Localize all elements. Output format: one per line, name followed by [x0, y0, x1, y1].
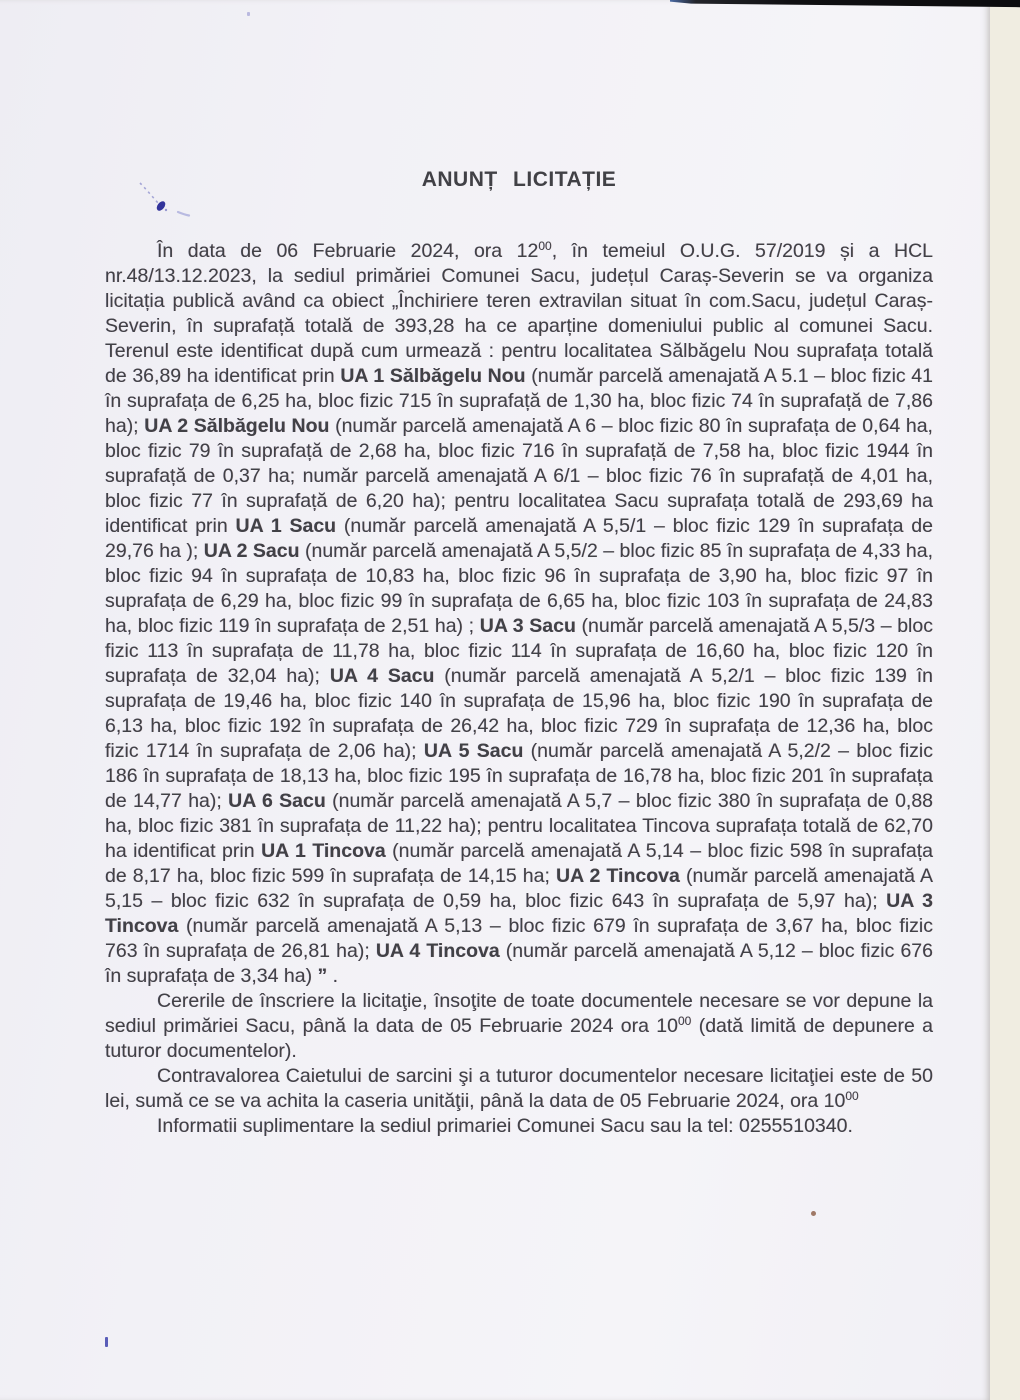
ink-mark-bottom [105, 1337, 108, 1347]
document-body [105, 239, 933, 1139]
paragraph-contact-info: Informatii suplimentare la sediul primariei Comunei Sacu sau la tel: 0255510340. [157, 1115, 853, 1137]
document-title: ANUNȚ LICITAȚIE [421, 168, 617, 191]
paragraph-auction-details: În data de 06 Februarie 2024, ora $12^{00}$, în temeiul O.U.G. 57/2019 și a HCL nr.48/13.12.2023, la sediul primăriei Comunei Sacu, județul Caraș-Severin se va organiza licitația publică având ca obiect „Închiriere teren extravilan situat în com.Sacu, județul Caraș-Severin, în suprafață totală de 393,28 ha ce aparține domeniului public al comunei Sacu. Terenul este identificat după cum urmează : pentru localitatea Sălbăgelu Nou suprafața totală de 36,89 ha identificat prin UA 1 Sălbăgelu Nou (număr parcelă amenajată A 5.1 – bloc fizic 41 în suprafața de 6,25 ha, bloc fizic 715 în suprafață de 1,30 ha, bloc fizic 74 în suprafață de 7,86 ha); UA 2 Sălbăgelu Nou (număr parcelă amenajată A 6 – bloc fizic 80 în suprafața de 0,64 ha, bloc fizic 79 în suprafață de 2,68 ha, bloc fizic 716 în suprafață de 7,58 ha, bloc fizic 1944 în suprafață de 0,37 ha; număr parcelă amenajată A 6/1 – bloc fizic 76 în suprafață de 4,01 ha, bloc fizic 77 în suprafață de 6,20 ha); pentru localitatea Sacu suprafața totală de 293,69 ha identificat prin UA 1 Sacu (număr parcelă amenajată A 5,5/1 – bloc fizic 129 în suprafața de 29,76 ha ); UA 2 Sacu (număr parcelă amenajată A 5,5/2 – bloc fizic 85 în suprafața de 4,33 ha, bloc fizic 94 în suprafața de 10,83 ha, bloc fizic 96 în suprafața de 3,90 ha, bloc fizic 97 în suprafața de 6,29 ha, bloc fizic 99 în suprafața de 6,65 ha, bloc fizic 103 în suprafața de 24,83 ha, bloc fizic 119 în suprafața de 2,51 ha) ; UA 3 Sacu (număr parcelă amenajată A 5,5/3 – bloc fizic 113 în suprafața de 11,78 ha, bloc fizic 114 în suprafața de 16,60 ha, bloc fizic 120 în suprafața de 32,04 ha); UA 4 Sacu (număr parcelă amenajată A 5,2/1 – bloc fizic 139 în suprafața de 19,46 ha, bloc fizic 140 în suprafața de 15,96 ha, bloc fizic 190 în suprafața de 6,13 ha, bloc fizic 192 în suprafața de 26,42 ha, bloc fizic 729 în suprafața de 12,36 ha, bloc fizic 1714 în suprafața de 2,06 ha); UA 5 Sacu (număr parcelă amenajată A 5,2/2 – bloc fizic 186 în suprafața de 18,13 ha, bloc fizic 195 în suprafața de 16,78 ha, bloc fizic 201 în suprafața de 14,77 ha); UA 6 Sacu (număr parcelă amenajată A 5,7 – bloc fizic 380 în suprafața de 0,88 ha, bloc fizic 381 în suprafața de 11,22 ha); pentru localitatea Tincova suprafața totală de 62,70 ha identificat prin UA 1 Tincova (număr parcelă amenajată A 5,14 – bloc fizic 598 în suprafața de 8,17 ha, bloc fizic 599 în suprafața de 14,15 ha; UA 2 Tincova (număr parcelă amenajată A 5,15 – bloc fizic 632 în suprafața de 0,59 ha, bloc fizic 643 în suprafața de 5,97 ha); UA 3 Tincova (număr parcelă amenajată A 5,13 – bloc fizic 679 în suprafața de 3,67 ha, bloc fizic 763 în suprafața de 26,81 ha); UA 4 Tincova (număr parcelă amenajată A 5,12 – bloc fizic 676 în suprafața de 3,34 ha) ” . [105, 239, 934, 987]
ink-speck-top [247, 12, 250, 16]
paragraph-submission-deadline: Cererile de înscriere la licitaţie, însoţite de toate documentele necesare se vor depune la sediul primăriei Sacu, până la data de 05 Februarie 2024 ora $10^{00}$ (dată limită de depunere a tuturor documentelor). [105, 990, 933, 1062]
paragraph-fee-info: Contravalorea Caietului de sarcini şi a tuturor documentelor necesare licitaţiei este de 50 lei, sumă ce se va achita la caseria unităţii, până la data de 05 Februarie 2024, ora $10^{00}$ [105, 1065, 933, 1112]
paper-speck [811, 1211, 816, 1216]
